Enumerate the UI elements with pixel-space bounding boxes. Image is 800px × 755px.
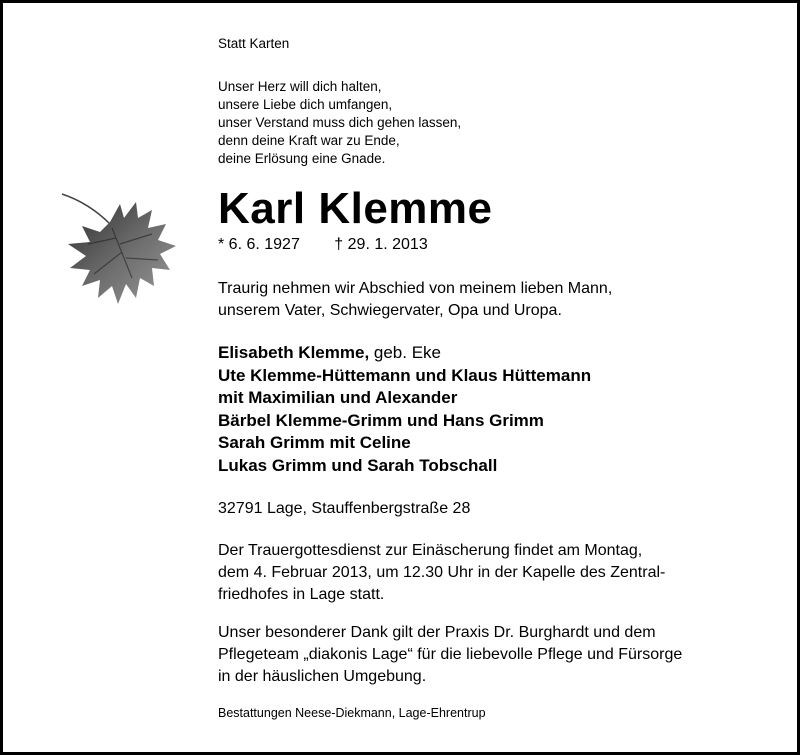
- thanks-line: Unser besonderer Dank gilt der Praxis Dr. Burghardt und dem: [218, 624, 656, 641]
- thanks-line: in der häuslichen Umgebung.: [218, 668, 427, 685]
- poem-line: unsere Liebe dich umfangen,: [218, 97, 393, 112]
- service-line: dem 4. Februar 2013, um 12.30 Uhr in der Kapelle des Zentral-: [218, 564, 666, 581]
- birth-date: * 6. 6. 1927: [218, 236, 300, 253]
- poem: [218, 78, 461, 168]
- poem-line: Unser Herz will dich halten,: [218, 79, 382, 94]
- funeral-home: Bestattungen Neese-Diekmann, Lage-Ehrentrup: [218, 706, 486, 720]
- farewell-line: Traurig nehmen wir Abschied von meinem lieben Mann,: [218, 280, 613, 297]
- mourner-line: Bärbel Klemme-Grimm und Hans Grimm: [218, 410, 544, 430]
- mourners-list: [218, 342, 591, 478]
- poem-line: denn deine Kraft war zu Ende,: [218, 133, 400, 148]
- service-line: Der Trauergottesdienst zur Einäscherung findet am Montag,: [218, 542, 643, 559]
- mourner-line: Ute Klemme-Hüttemann und Klaus Hüttemann: [218, 365, 592, 385]
- mourner-line: [218, 342, 591, 365]
- service-info: [218, 540, 665, 606]
- mourner-name: Elisabeth Klemme,: [218, 343, 370, 362]
- farewell-line: unserem Vater, Schwiegervater, Opa und Uropa.: [218, 302, 562, 319]
- thanks-line: Pflegeteam „diakonis Lage“ für die liebevolle Pflege und Fürsorge: [218, 646, 683, 663]
- maiden-name: geb. Eke: [369, 343, 441, 362]
- poem-line: deine Erlösung eine Gnade.: [218, 151, 386, 166]
- mourner-line: mit Maximilian und Alexander: [218, 388, 458, 408]
- address: 32791 Lage, Stauffenbergstraße 28: [218, 500, 471, 517]
- death-date: † 29. 1. 2013: [334, 236, 428, 253]
- farewell-text: [218, 278, 612, 322]
- deceased-name: Karl Klemme: [218, 184, 493, 233]
- maple-leaf-icon: [40, 182, 190, 332]
- thanks-text: [218, 622, 682, 688]
- life-dates: [218, 236, 428, 254]
- mourner-line: Lukas Grimm und Sarah Tobschall: [218, 455, 498, 475]
- mourner-line: Sarah Grimm mit Celine: [218, 433, 411, 453]
- poem-line: unser Verstand muss dich gehen lassen,: [218, 115, 462, 130]
- statt-karten: Statt Karten: [218, 36, 290, 51]
- service-line: friedhofes in Lage statt.: [218, 586, 385, 603]
